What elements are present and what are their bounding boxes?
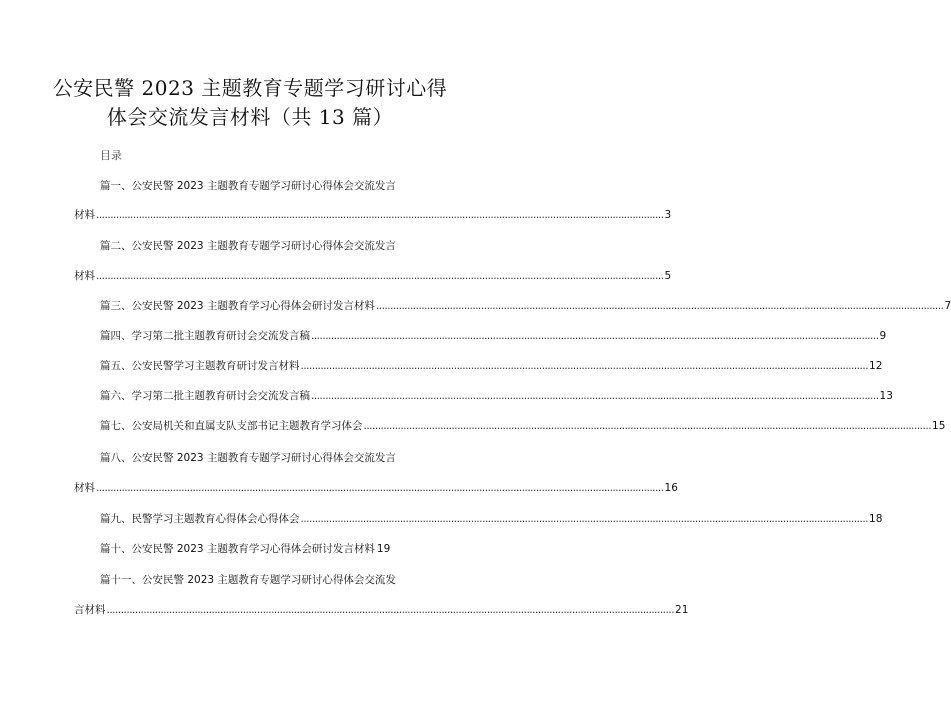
toc-entry-2-line-2[interactable] [74, 268, 672, 283]
toc-entry-3[interactable] [100, 298, 951, 313]
toc-entry-label: 材料 [74, 209, 95, 221]
toc-entry-11-line-2[interactable] [74, 602, 689, 617]
toc-entry-label: 篇七、公安局机关和直属支队支部书记主题教育学习体会 [100, 420, 363, 432]
toc-page-number: 18 [869, 513, 883, 525]
toc-entry-2-line-1[interactable]: 篇二、公安民警 2023 主题教育专题学习研讨心得体会交流发言 [100, 240, 396, 252]
toc-entry-5[interactable] [100, 358, 883, 373]
dot-leader: ........................................................................................................................................................................................................ [300, 513, 869, 525]
toc-page-number: 5 [664, 270, 672, 282]
toc-entry-11-line-1[interactable]: 篇十一、公安民警 2023 主题教育专题学习研讨心得体会交流发 [100, 574, 396, 586]
toc-page-number: 3 [664, 209, 672, 221]
toc-entry-label: 材料 [74, 270, 95, 282]
dot-leader: ........................................................................................................................................................................................................ [96, 482, 664, 494]
toc-entry-label: 篇四、学习第二批主题教育研讨会交流发言稿 [100, 330, 310, 342]
toc-entry-10[interactable] [100, 541, 390, 556]
toc-entry-8-line-2[interactable] [74, 480, 678, 495]
toc-page-number: 12 [869, 360, 883, 372]
toc-entry-1-line-1[interactable]: 篇一、公安民警 2023 主题教育专题学习研讨心得体会交流发言 [100, 180, 396, 192]
toc-heading: 目录 [100, 149, 122, 162]
dot-leader: ........................................................................................................................................................................................................ [311, 330, 879, 342]
toc-entry-1-line-2[interactable] [74, 207, 672, 222]
toc-page-number: 7 [944, 300, 951, 312]
document-title-line-1: 公安民警 2023 主题教育专题学习研讨心得 [52, 76, 448, 100]
toc-entry-8-line-1[interactable]: 篇八、公安民警 2023 主题教育专题学习研讨心得体会交流发言 [100, 452, 396, 464]
toc-page-number: 19 [376, 543, 391, 555]
document-title-line-2: 体会交流发言材料（共 13 篇） [106, 105, 394, 129]
toc-entry-label: 材料 [74, 482, 95, 494]
dot-leader: ........................................................................................................................................................................................................ [311, 390, 879, 402]
dot-leader: ........................................................................................................................................................................................................ [363, 420, 932, 432]
toc-entry-4[interactable] [100, 328, 887, 343]
toc-entry-6[interactable] [100, 388, 893, 403]
toc-page-number: 15 [932, 420, 946, 432]
toc-entry-label: 篇九、民警学习主题教育心得体会心得体会 [100, 513, 300, 525]
toc-entry-7[interactable] [100, 418, 946, 433]
toc-page-number: 16 [664, 482, 678, 494]
dot-leader: ........................................................................................................................................................................................................ [96, 209, 664, 221]
toc-entry-label: 篇三、公安民警 2023 主题教育学习心得体会研讨发言材料 [100, 300, 375, 312]
toc-entry-label: 言材料 [74, 604, 106, 616]
toc-entry-label: 篇五、公安民警学习主题教育研讨发言材料 [100, 360, 300, 372]
toc-page-number: 13 [879, 390, 893, 402]
toc-page-number: 9 [879, 330, 887, 342]
toc-entry-label: 篇六、学习第二批主题教育研讨会交流发言稿 [100, 390, 310, 402]
dot-leader: ........................................................................................................................................................................................................ [106, 604, 675, 616]
dot-leader: ........................................................................................................................................................................................................ [96, 270, 664, 282]
toc-entry-9[interactable] [100, 511, 883, 526]
dot-leader: ........................................................................................................................................................................................................ [300, 360, 869, 372]
toc-page-number: 21 [675, 604, 689, 616]
toc-entry-label: 篇十、公安民警 2023 主题教育学习心得体会研讨发言材料 [100, 543, 375, 555]
dot-leader: ........................................................................................................................................................................................................ [375, 300, 944, 312]
